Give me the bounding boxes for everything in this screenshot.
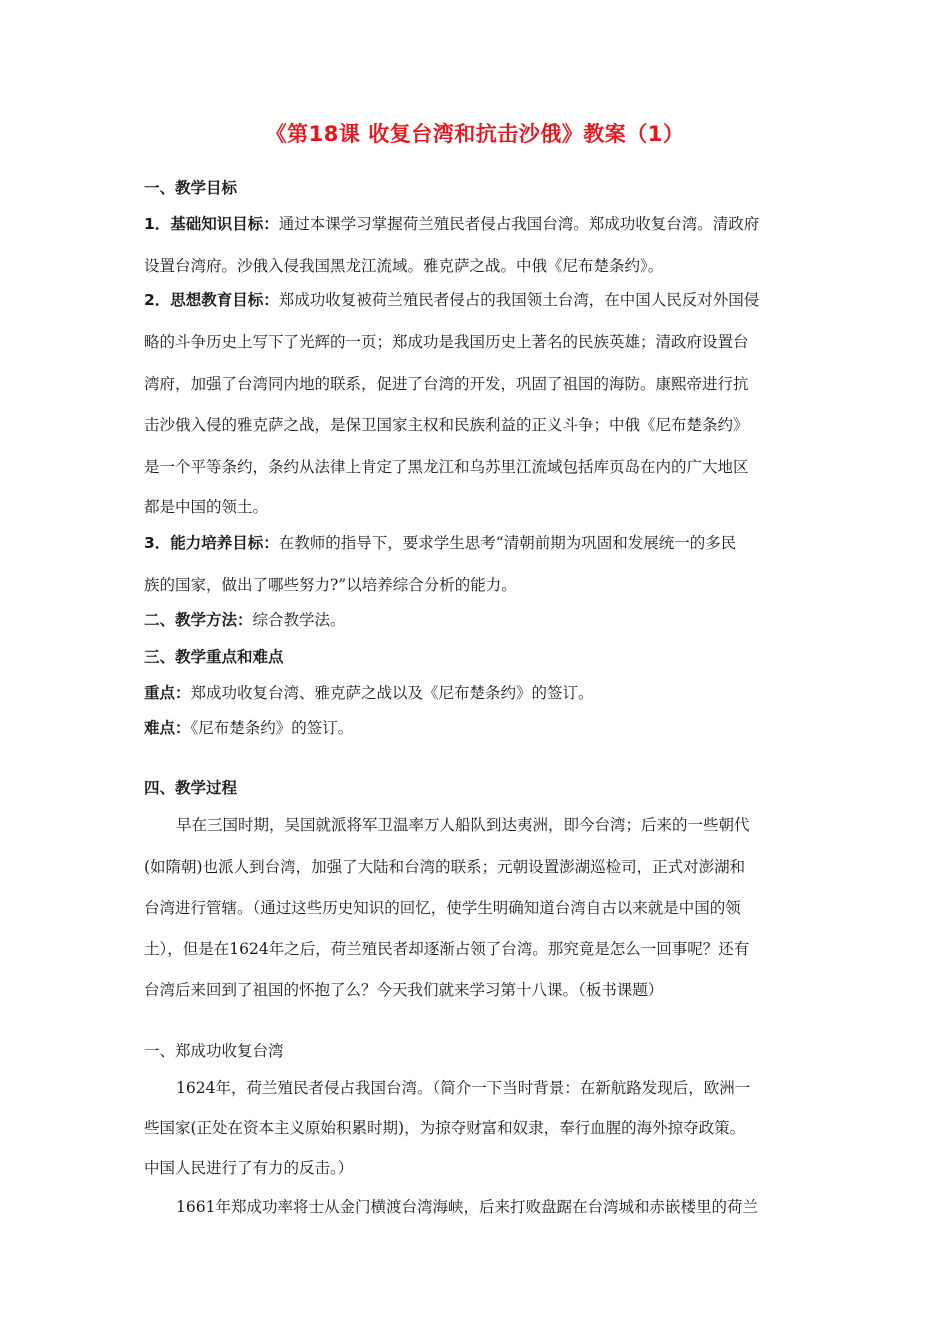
para-1-line-1: 早在三国时期，吴国就派将军卫温率万人船队到达夷洲，即今台湾；后来的一些朝代 [176, 816, 750, 834]
difficulty-label: 难点： [144, 719, 191, 737]
subsection-heading-1: 一、郑成功收复台湾 [144, 1042, 284, 1060]
difficulty-line [144, 718, 816, 738]
section-heading-key-points: 三、教学重点和难点 [144, 648, 284, 666]
goal-2-line-3: 湾府，加强了台湾同内地的联系，促进了台湾的开发，巩固了祖国的海防。康熙帝进行抗 [144, 375, 749, 393]
goal-1-label: 1．基础知识目标： [144, 215, 279, 233]
goal-2-label: 2．思想教育目标： [144, 291, 279, 309]
section-heading-process: 四、教学过程 [144, 779, 238, 797]
key-point-line [144, 683, 816, 703]
goal-3-line-2: 族的国家，做出了哪些努力?”以培养综合分析的能力。 [144, 576, 517, 594]
section-heading-objectives: 一、教学目标 [144, 179, 238, 197]
goal-2-text: 郑成功收复被荷兰殖民者侵占的我国领土台湾，在中国人民反对外国侵 [278, 291, 760, 309]
para-1-line-3: 台湾进行管辖。（通过这些历史知识的回忆，使学生明确知道台湾自古以来就是中国的领 [144, 899, 741, 917]
method-line [144, 610, 816, 630]
goal-2-line-2: 略的斗争历史上写下了光辉的一页；郑成功是我国历史上著名的民族英雄；清政府设置台 [144, 333, 749, 351]
difficulty-text: 《尼布楚条约》的签订。 [190, 719, 354, 737]
para-2-line-3: 中国人民进行了有力的反击。） [144, 1159, 354, 1177]
goal-2-line-4: 击沙俄入侵的雅克萨之战，是保卫国家主权和民族利益的正义斗争；中俄《尼布楚条约》 [144, 416, 749, 434]
method-text: 综合教学法。 [252, 611, 346, 629]
goal-3-label: 3．能力培养目标： [144, 534, 279, 552]
method-heading: 二、教学方法： [144, 611, 253, 629]
goal-2-line-5: 是一个平等条约，条约从法律上肯定了黑龙江和乌苏里江流域包括库页岛在内的广大地区 [144, 458, 749, 476]
goal-1-line-1 [144, 214, 816, 234]
para-1-line-4: 土），但是在1624年之后，荷兰殖民者却逐渐占领了台湾。那究竟是怎么一回事呢？还有 [144, 940, 750, 958]
para-2-line-2: 些国家(正处在资本主义原始积累时期)，为掠夺财富和奴隶，奉行血腥的海外掠夺政策。 [144, 1119, 746, 1137]
goal-3-line-1 [144, 533, 816, 553]
goal-2-line-1 [144, 290, 816, 310]
para-3-line-1: 1661年郑成功率将士从金门横渡台湾海峡，后来打败盘踞在台湾城和赤嵌楼里的荷兰 [176, 1198, 758, 1216]
goal-1-text: 通过本课学习掌握荷兰殖民者侵占我国台湾。郑成功收复台湾。清政府 [278, 215, 760, 233]
para-1-line-2: (如隋朝)也派人到台湾，加强了大陆和台湾的联系；元朝设置澎湖巡检司，正式对澎湖和 [144, 858, 746, 876]
goal-3-text: 在教师的指导下，要求学生思考“清朝前期为巩固和发展统一的多民 [278, 534, 737, 552]
para-2-line-1: 1624年，荷兰殖民者侵占我国台湾。（简介一下当时背景：在新航路发现后，欧洲一 [176, 1079, 751, 1097]
goal-2-line-6: 都是中国的领土。 [144, 498, 269, 516]
key-point-text: 郑成功收复台湾、雅克萨之战以及《尼布楚条约》的签订。 [190, 684, 594, 702]
goal-1-line-2: 设置台湾府。沙俄入侵我国黑龙江流域。雅克萨之战。中俄《尼布楚条约》。 [144, 257, 664, 275]
document-title: 《第18课 收复台湾和抗击沙俄》教案（1） [265, 122, 685, 146]
key-point-label: 重点： [144, 684, 191, 702]
para-1-line-5: 台湾后来回到了祖国的怀抱了么？今天我们就来学习第十八课。（板书课题） [144, 981, 664, 999]
